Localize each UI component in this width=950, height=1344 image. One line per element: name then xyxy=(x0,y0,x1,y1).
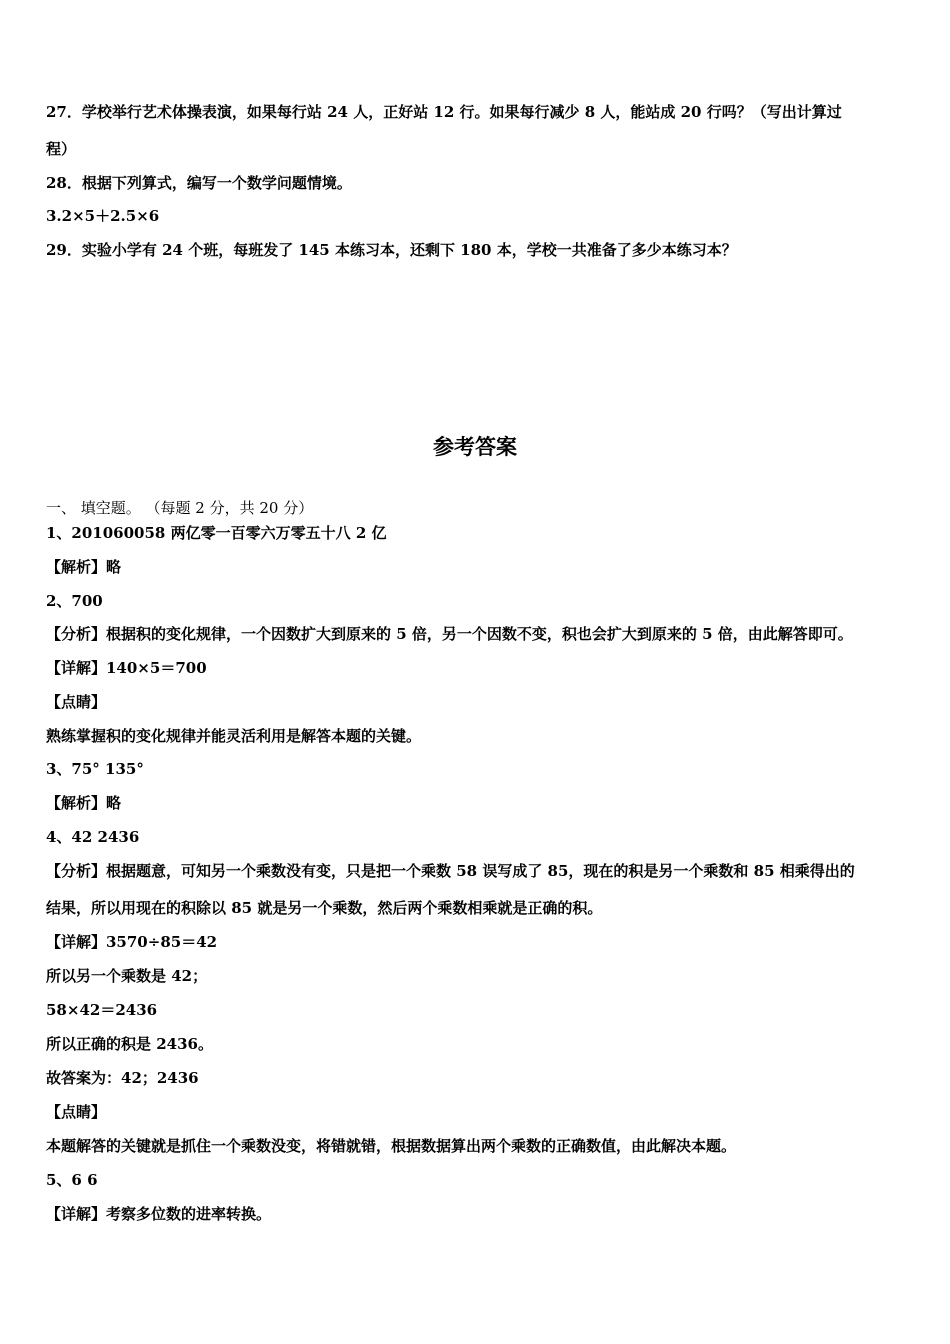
answer-line: 【详解】考察多位数的进率转换。 xyxy=(46,1205,272,1223)
answer-line: 1、201060058 两亿零一百零六万零五十八 2 亿 xyxy=(46,524,387,542)
answer-line: 【解析】略 xyxy=(46,558,122,576)
answer-line: 【分析】根据积的变化规律，一个因数扩大到原来的 5 倍，另一个因数不变，积也会扩大到原来的 5 倍，由此解答即可。 xyxy=(46,625,853,643)
answer-line: 2、700 xyxy=(46,592,103,610)
answer-line: 4、42 2436 xyxy=(46,828,140,846)
question-28: 28．根据下列算式，编写一个数学问题情境。 xyxy=(46,174,352,192)
answer-line: 所以另一个乘数是 42； xyxy=(46,967,208,985)
answer-line: 【解析】略 xyxy=(46,794,122,812)
answer-line: 【点睛】 xyxy=(46,693,107,711)
answer-line: 结果，所以用现在的积除以 85 就是另一个乘数，然后两个乘数相乘就是正确的积。 xyxy=(46,899,603,917)
section-heading: 一、 填空题。 （每题 2 分，共 20 分） xyxy=(46,499,314,517)
answer-line: 【详解】3570÷85＝42 xyxy=(46,933,218,951)
answer-line: 所以正确的积是 2436。 xyxy=(46,1035,213,1053)
answer-line: 【详解】140×5＝700 xyxy=(46,659,207,677)
answer-line: 3、75° 135° xyxy=(46,760,144,778)
answer-line: 【点睛】 xyxy=(46,1103,107,1121)
answers-title: 参考答案 xyxy=(433,435,517,459)
question-29: 29．实验小学有 24 个班，每班发了 145 本练习本，还剩下 180 本，学校一共准备了多少本练习本？ xyxy=(46,241,737,259)
answer-line: 【分析】根据题意，可知另一个乘数没有变，只是把一个乘数 58 误写成了 85，现在的积是另一个乘数和 85 相乘得出的 xyxy=(46,862,855,880)
question-27-line-2: 程） xyxy=(46,140,77,158)
answer-line: 5、6 6 xyxy=(46,1171,98,1189)
answer-line: 故答案为：42；2436 xyxy=(46,1069,199,1087)
answer-line: 本题解答的关键就是抓住一个乘数没变，将错就错，根据数据算出两个乘数的正确数值，由此解决本题。 xyxy=(46,1137,737,1155)
question-28-formula: 3.2×5＋2.5×6 xyxy=(46,207,160,225)
answer-line: 熟练掌握积的变化规律并能灵活利用是解答本题的关键。 xyxy=(46,727,422,745)
answer-line: 58×42＝2436 xyxy=(46,1001,158,1019)
question-27-line-1: 27．学校举行艺术体操表演，如果每行站 24 人，正好站 12 行。如果每行减少 8 人，能站成 20 行吗？（写出计算过 xyxy=(46,103,842,121)
